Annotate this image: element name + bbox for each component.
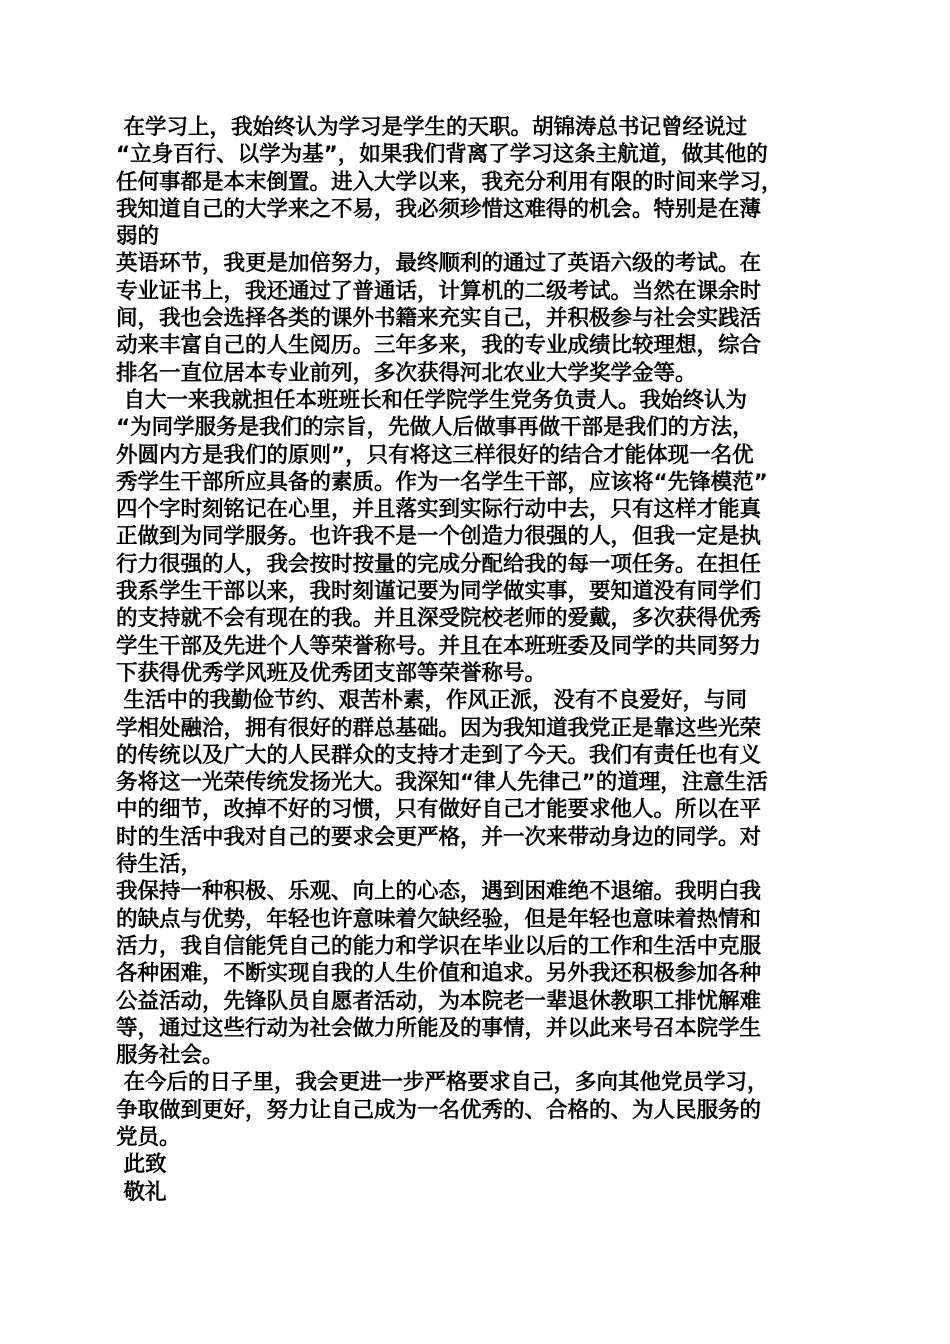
text-line: 弱的 [116,224,160,250]
text-line: 行力很强的人，我会按时按量的完成分配给我的每一项任务。在担任 [116,551,762,577]
text-line: 的支持就不会有现在的我。并且深受院校老师的爱戴，多次获得优秀 [116,606,762,632]
text-line: 我知道自己的大学来之不易，我必须珍惜这难得的机会。特别是在薄 [116,196,762,222]
text-line: 此致 [116,1152,167,1178]
text-line: 的传统以及广大的人民群众的支持才走到了今天。我们有责任也有义 [116,742,762,768]
text-line: 专业证书上，我还通过了普通话，计算机的二级考试。当然在课余时 [116,278,762,304]
text-line: 公益活动，先锋队员自愿者活动，为本院老一辈退休教职工排忧解难 [116,988,762,1014]
text-line: 在今后的日子里，我会更进一步严格要求自己，多向其他党员学习， [116,1070,769,1096]
text-line: 英语环节，我更是加倍努力，最终顺利的通过了英语六级的考试。在 [116,251,762,277]
text-line: 活力，我自信能凭自己的能力和学识在毕业以后的工作和生活中克服 [116,933,762,959]
text-line: 排名一直位居本专业前列，多次获得河北农业大学奖学金等。 [116,360,697,386]
text-line: “为同学服务是我们的宗旨，先做人后做事再做干部是我们的方法， [116,415,754,441]
text-line: 各种困难，不断实现自我的人生价值和追求。另外我还积极参加各种 [116,961,762,987]
text-line: 任何事都是本末倒置。进入大学以来，我充分利用有限的时间来学习， [116,169,783,195]
text-line: 我保持一种积极、乐观、向上的心态，遇到困难绝不退缩。我明白我 [116,879,762,905]
text-line: 争取做到更好，努力让自己成为一名优秀的、合格的、为人民服务的 [116,1097,762,1123]
text-line: 间，我也会选择各类的课外书籍来充实自己，并积极参与社会实践活 [116,306,762,332]
text-line: 服务社会。 [116,1043,224,1069]
text-line: 生活中的我勤俭节约、艰苦朴素，作风正派，没有不良爱好，与同 [116,688,747,714]
text-line: 四个字时刻铭记在心里，并且落实到实际行动中去，只有这样才能真 [116,497,762,523]
text-line: 学生干部及先进个人等荣誉称号。并且在本班班委及同学的共同努力 [116,633,762,659]
text-line: 自大一来我就担任本班班长和任学院学生党务负责人。我始终认为 [116,387,747,413]
text-line: 务将这一光荣传统发扬光大。我深知“律人先律己”的道理，注意生活 [116,770,768,796]
text-line: 动来丰富自己的人生阅历。三年多来，我的专业成绩比较理想，综合 [116,333,762,359]
text-line: 中的细节，改掉不好的习惯，只有做好自己才能要求他人。所以在平 [116,797,762,823]
text-line: 时的生活中我对自己的要求会更严格，并一次来带动身边的同学。对 [116,824,762,850]
text-line: “立身百行、以学为基”，如果我们背离了学习这条主航道，做其他的 [116,142,768,168]
text-line: 秀学生干部所应具备的素质。作为一名学生干部，应该将“先锋模范” [116,469,768,495]
text-line: 在学习上，我始终认为学习是学生的天职。胡锦涛总书记曾经说过 [116,115,747,140]
text-line: 敬礼 [116,1179,167,1205]
text-line: 党员。 [116,1124,181,1150]
text-line: 学相处融洽，拥有很好的群总基础。因为我知道我党正是靠这些光荣 [116,715,762,741]
text-line: 等，通过这些行动为社会做力所能及的事情，并以此来号召本院学生 [116,1015,762,1041]
text-line: 外圆内方是我们的原则”，只有将这三样很好的结合才能体现一名优 [116,442,754,468]
letter-body [116,114,856,1206]
text-line: 正做到为同学服务。也许我不是一个创造力很强的人，但我一定是执 [116,524,762,550]
text-line: 的缺点与优势，年轻也许意味着欠缺经验，但是年轻也意味着热情和 [116,906,762,932]
text-line: 下获得优秀学风班及优秀团支部等荣誉称号。 [116,660,547,686]
text-line: 我系学生干部以来，我时刻谨记要为同学做实事，要知道没有同学们 [116,579,762,605]
text-line: 待生活， [116,852,203,878]
